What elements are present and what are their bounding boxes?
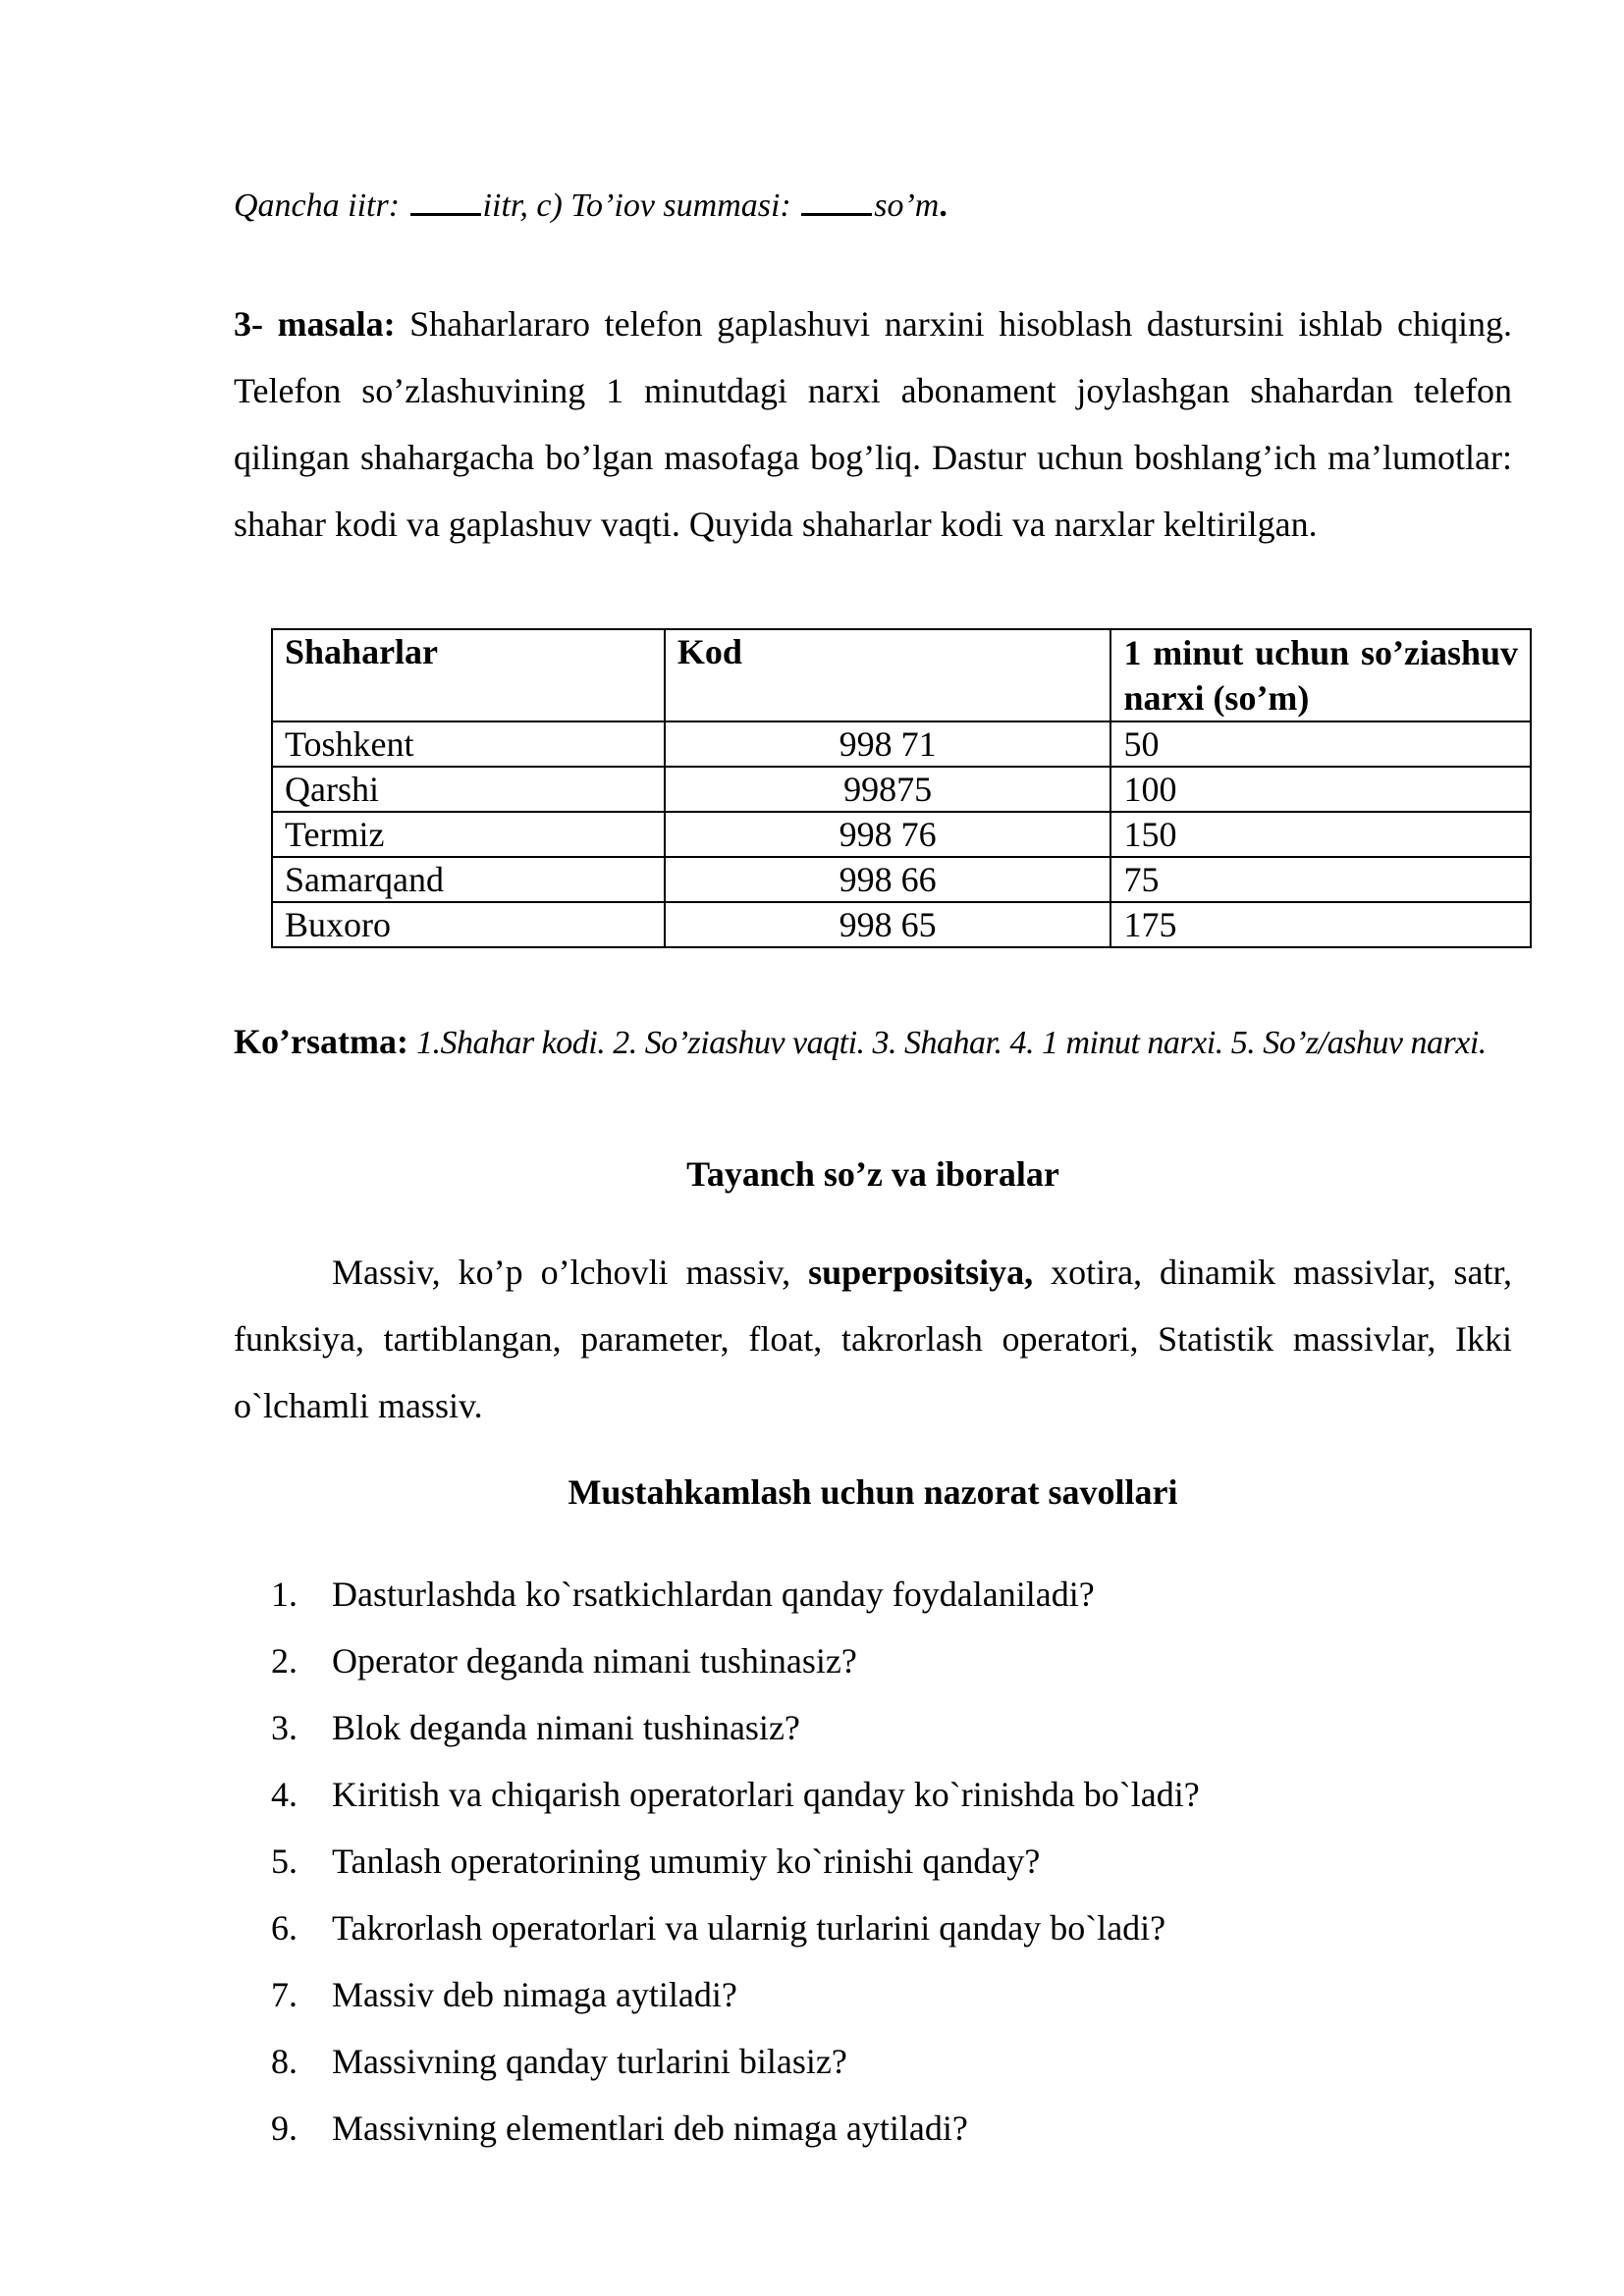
- list-item: [234, 1761, 1512, 1828]
- cell-city: Termiz: [272, 812, 665, 857]
- keywords-text-before: Massiv, ko’p o’lchovli massiv,: [332, 1253, 809, 1292]
- cell-price: 50: [1110, 721, 1531, 767]
- cell-price: 150: [1110, 812, 1531, 857]
- question-number: 7.: [271, 1975, 298, 2014]
- list-item: [234, 1961, 1512, 2028]
- list-item: [234, 1628, 1512, 1694]
- question-text: Massivning elementlari deb nimaga aytiladi?: [332, 2109, 968, 2148]
- questions-heading: Mustahkamlash uchun nazorat savollari: [568, 1472, 1178, 1512]
- list-item: [234, 1895, 1512, 1961]
- city-price-table: [271, 628, 1532, 948]
- question-text: Tanlash operatorining umumiy ko`rinishi qanday?: [332, 1842, 1041, 1881]
- answer-line-part1: Qancha iitr:: [234, 187, 408, 224]
- question-text: Takrorlash operatorlari va ularnig turlarini qanday bo`ladi?: [332, 1908, 1166, 1948]
- cell-price: 175: [1110, 902, 1531, 947]
- answer-line-end: .: [939, 187, 947, 224]
- header-city: Shaharlar: [272, 629, 665, 721]
- cell-code: 998 66: [665, 857, 1111, 902]
- problem-paragraph: [234, 291, 1512, 558]
- keywords-text-bold: superpositsiya,: [808, 1253, 1034, 1292]
- question-text: Massivning qanday turlarini bilasiz?: [332, 2042, 847, 2081]
- cell-city: Buxoro: [272, 902, 665, 947]
- table-row: [272, 857, 1531, 902]
- answer-line: [234, 183, 947, 230]
- question-text: Massiv deb nimaga aytiladi?: [332, 1975, 737, 2014]
- cell-city: Samarqand: [272, 857, 665, 902]
- cell-code: 998 65: [665, 902, 1111, 947]
- cell-price: 75: [1110, 857, 1531, 902]
- cell-code: 998 76: [665, 812, 1111, 857]
- question-text: Blok deganda nimani tushinasiz?: [332, 1708, 800, 1747]
- list-item: [234, 2095, 1512, 2162]
- keywords-heading: Tayanch so’z va iboralar: [686, 1154, 1059, 1194]
- cell-price: 100: [1110, 767, 1531, 812]
- list-item: [234, 1694, 1512, 1761]
- hint-label: Ko’rsatma:: [234, 1022, 408, 1061]
- list-item: [234, 2028, 1512, 2095]
- question-text: Operator deganda nimani tushinasiz?: [332, 1641, 857, 1681]
- list-item: [234, 1561, 1512, 1628]
- question-number: 1.: [271, 1575, 298, 1614]
- questions-list: [234, 1561, 1512, 2162]
- cell-city: Toshkent: [272, 721, 665, 767]
- answer-line-part2: iitr, c) To’iov summasi:: [482, 187, 800, 224]
- problem-label: 3- masala:: [234, 304, 396, 344]
- question-number: 9.: [271, 2109, 298, 2148]
- table-header-row: [272, 629, 1531, 721]
- cell-city: Qarshi: [272, 767, 665, 812]
- question-text: Kiritish va chiqarish operatorlari qanday ko`rinishda bo`ladi?: [332, 1775, 1200, 1814]
- answer-line-part3: so’m: [874, 187, 940, 224]
- problem-text: Shaharlararo telefon gaplashuvi narxini hisoblash dastursini ishlab chiqing. Telefon so’zlashuvining 1 minutdagi narxi abonament joylashgan shahardan telefon qilingan shahargacha bo’lgan masofaga bog’liq. Dastur uchun boshlang’ich ma’lumotlar: shahar kodi va gaplashuv vaqti. Quyida shaharlar kodi va narxlar keltirilgan.: [234, 304, 1512, 544]
- question-number: 8.: [271, 2042, 298, 2081]
- question-number: 5.: [271, 1842, 298, 1881]
- question-number: 6.: [271, 1908, 298, 1948]
- cell-code: 998 71: [665, 721, 1111, 767]
- header-code: Kod: [665, 629, 1111, 721]
- question-number: 4.: [271, 1775, 298, 1814]
- table-row: [272, 902, 1531, 947]
- keywords-text-after: xotira, dinamik massivlar, satr, funksiya, tartiblangan, parameter, float, takrorlash operatori, Statistik massivlar, Ikki o`lchamli massiv.: [234, 1253, 1512, 1425]
- header-price: 1 minut uchun so’ziashuv narxi (so’m): [1110, 629, 1531, 721]
- blank-field: [801, 184, 872, 216]
- question-text: Dasturlashda ko`rsatkichlardan qanday foydalaniladi?: [332, 1575, 1095, 1614]
- keywords-paragraph: [234, 1239, 1512, 1439]
- question-number: 3.: [271, 1708, 298, 1747]
- list-item: [234, 1828, 1512, 1895]
- hint-paragraph: [234, 1009, 1512, 1076]
- table-row: [272, 812, 1531, 857]
- table-row: [272, 767, 1531, 812]
- table-row: [272, 721, 1531, 767]
- blank-field: [410, 184, 481, 216]
- hint-text: 1.Shahar kodi. 2. So’ziashuv vaqti. 3. Shahar. 4. 1 minut narxi. 5. So’z/ashuv narxi.: [407, 1025, 1487, 1061]
- cell-code: 99875: [665, 767, 1111, 812]
- question-number: 2.: [271, 1641, 298, 1681]
